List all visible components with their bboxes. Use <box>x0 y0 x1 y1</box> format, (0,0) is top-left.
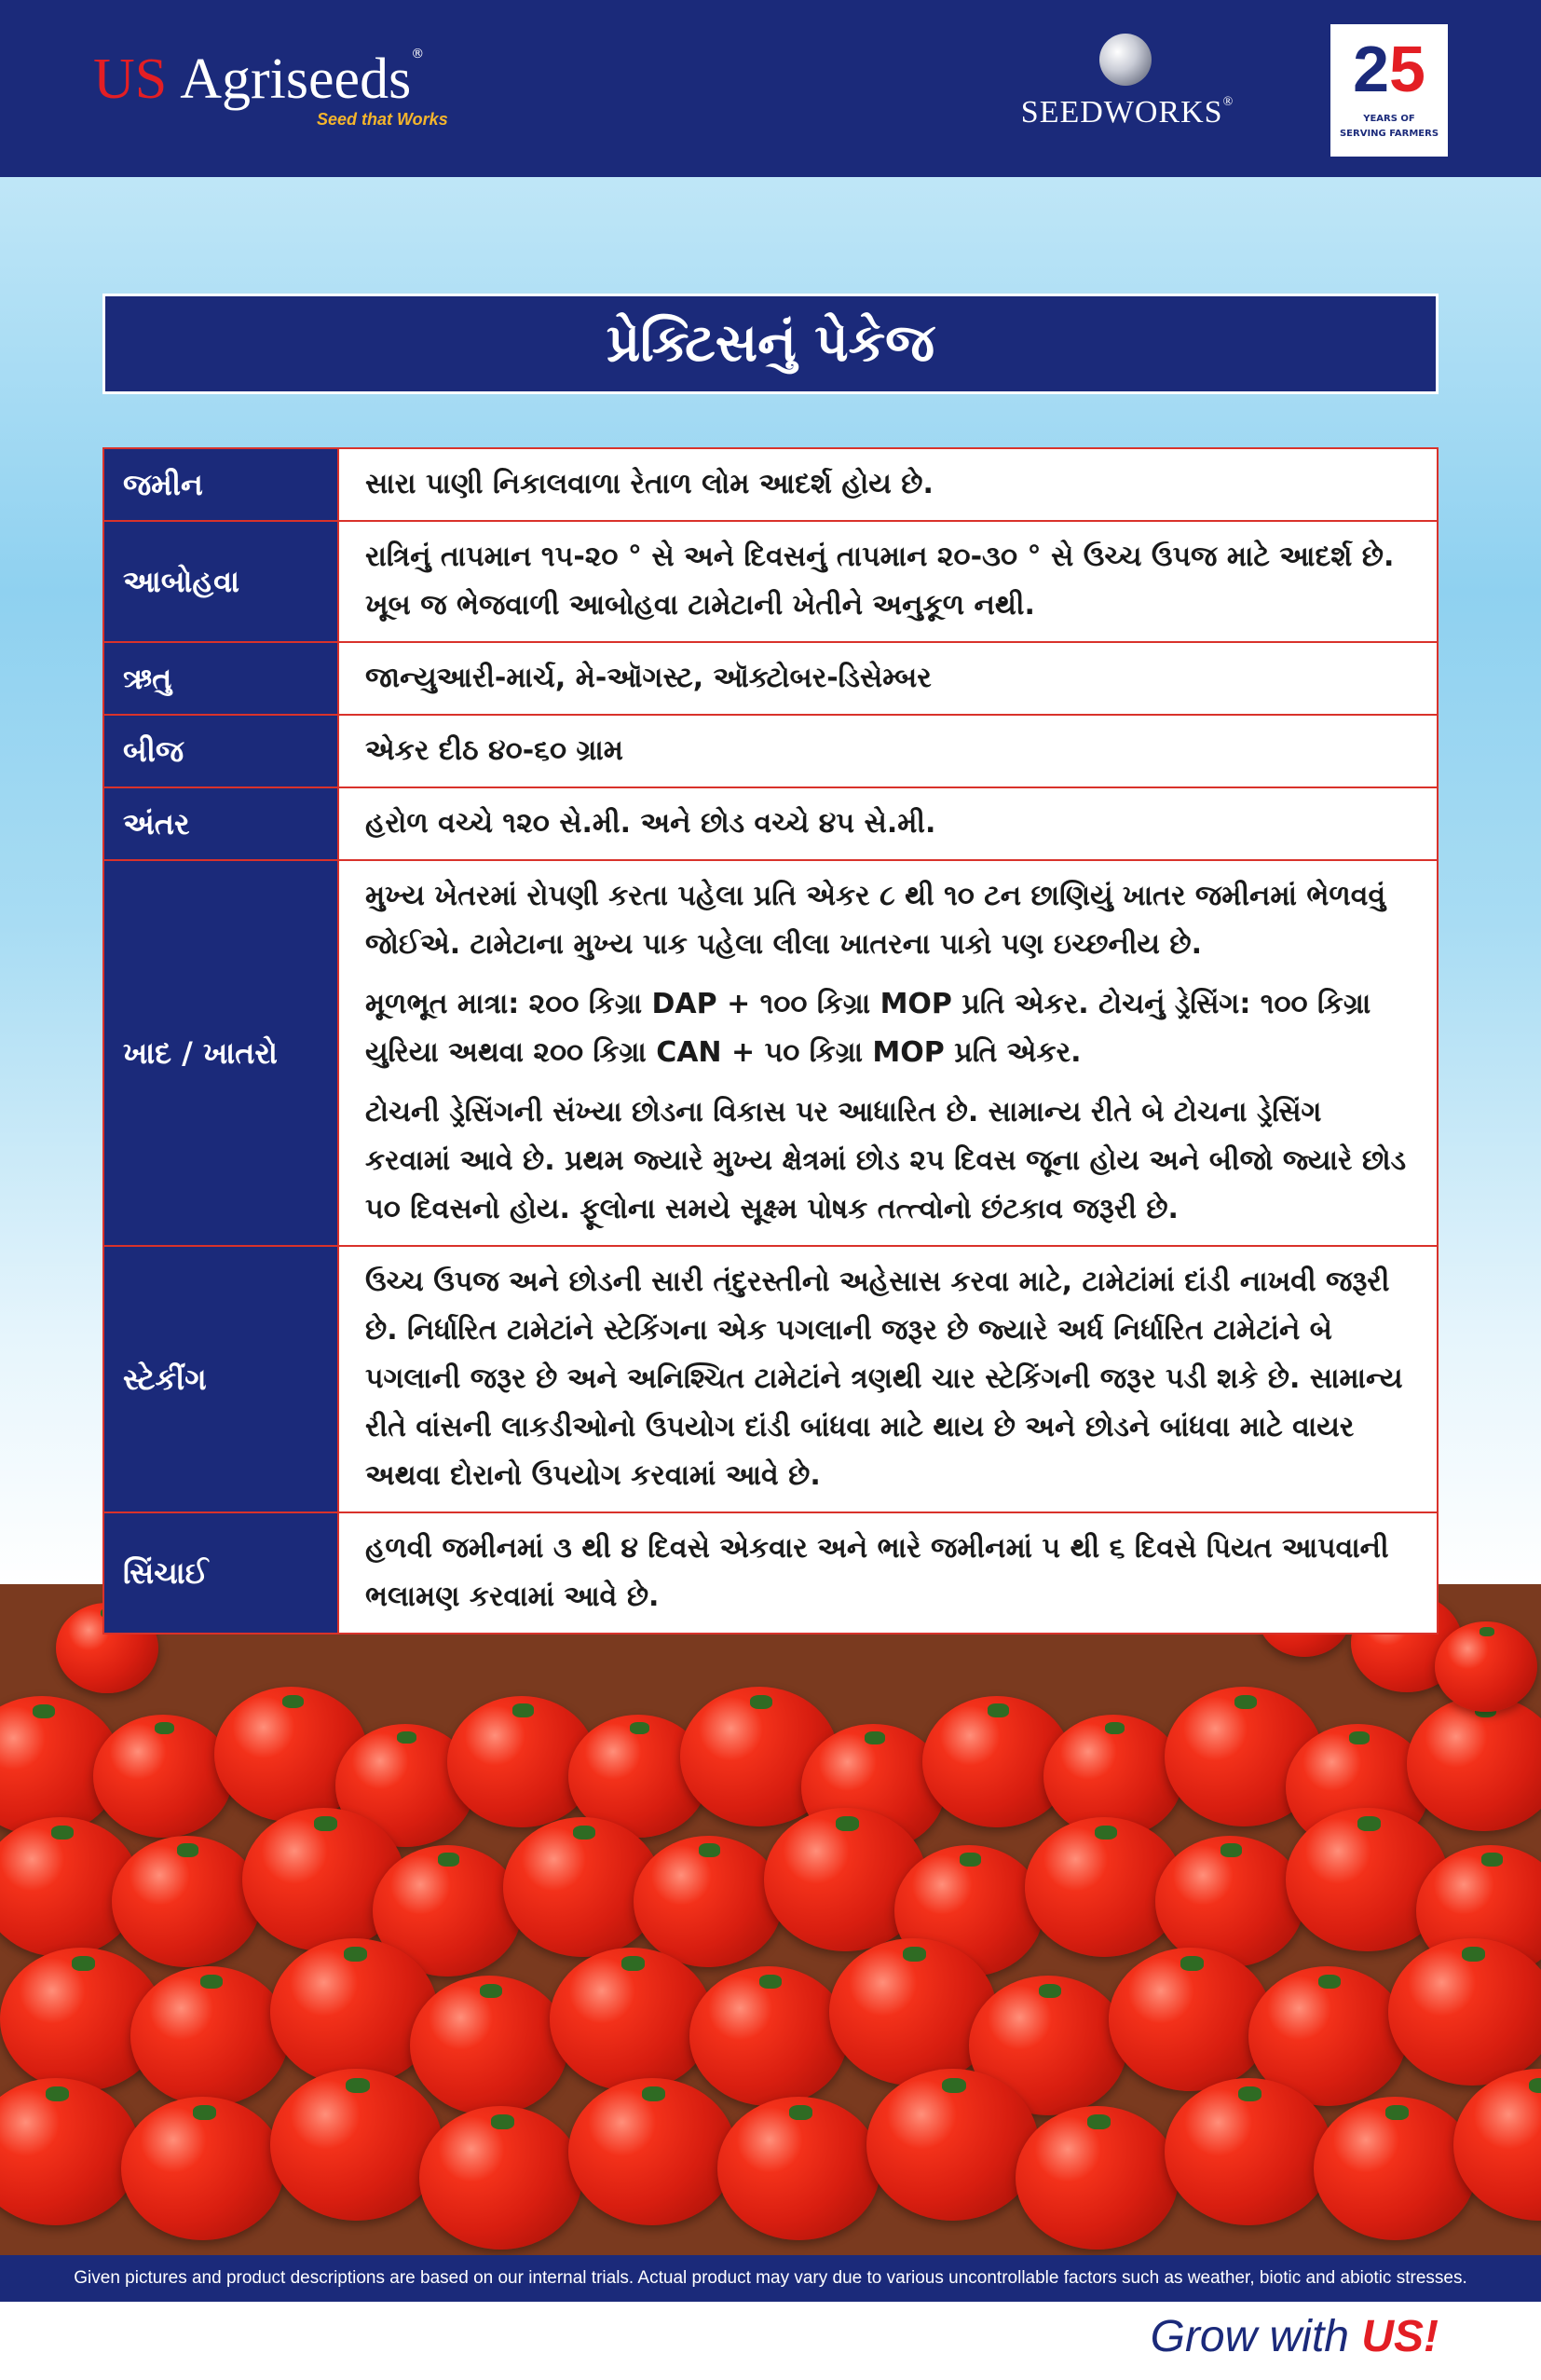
row-paragraph: મૂળભૂત માત્રા: ૨૦૦ કિગ્રા DAP + ૧૦૦ કિગ્રા MOP પ્રતિ એકર. ટોચનું ડ્રેસિંગ: ૧૦૦ કિગ્રા યુરિયા અથવા ૨૦૦ કિગ્રા CAN + ૫૦ કિગ્રા MOP પ્રતિ એકર. <box>365 988 1371 1069</box>
disclaimer-bar <box>0 2255 1541 2302</box>
us-agriseeds-logo <box>93 47 448 129</box>
row-label: સિંચાઈ <box>104 1513 339 1633</box>
brand-registered-mark: ® <box>411 47 425 62</box>
tomato <box>568 2078 736 2225</box>
partner-registered-mark: ® <box>1222 95 1234 109</box>
seedworks-logo <box>1006 34 1248 145</box>
badge-number-second: 5 <box>1389 33 1425 105</box>
row-label: આબોહવા <box>104 522 339 641</box>
seedworks-wordmark <box>1006 95 1248 130</box>
row-paragraph: ઉચ્ચ ઉપજ અને છોડની સારી તંદુરસ્તીનો અહેસાસ કરવા માટે, ટામેટાંમાં દાંડી નાખવી જરૂરી છે. નિર્ધારિત ટામેટાંને સ્ટેકિંગના એક પગલાની જરૂર છે જ્યારે અર્ધ નિર્ધારિત ટામેટાંને બે પગલાની જરૂર છે અને અનિશ્ચિત ટામેટાંને ત્રણથી ચાર સ્ટેકિંગની જરૂર પડી શકે છે. સામાન્ય રીતે વાંસની લાકડીઓનો ઉપયોગ દાંડી બાંધવા માટે થાય છે અને છોડને બાંધવા માટે વાયર અથવા દોરાનો ઉપયોગ કરવામાં આવે છે. <box>365 1265 1403 1492</box>
table-row <box>104 786 1437 859</box>
table-row <box>104 714 1437 786</box>
table-row <box>104 1511 1437 1633</box>
row-paragraph: સારા પાણી નિકાલવાળા રેતાળ લોમ આદર્શ હોય છે. <box>365 468 934 500</box>
row-content <box>339 1247 1437 1511</box>
tomato <box>410 1976 568 2115</box>
row-label: બીજ <box>104 716 339 786</box>
row-content <box>339 522 1437 641</box>
tomato <box>419 2106 582 2250</box>
brand-name: Agriseeds <box>180 48 412 111</box>
row-label: જમીન <box>104 449 339 520</box>
row-paragraph: મુખ્ય ખેતરમાં રોપણી કરતા પહેલા પ્રતિ એકર ૮ થી ૧૦ ટન છાણિયું ખાતર જમીનમાં ભેળવવું જોઈએ. ટામેટાના મુખ્ય પાક પહેલા લીલા ખાતરના પાકો પણ ઇચ્છનીય છે. <box>365 880 1386 961</box>
tomato <box>1165 2078 1332 2225</box>
partner-name: SEEDWORKS <box>1020 95 1223 130</box>
table-row <box>104 1245 1437 1511</box>
page-title: પ્રેક્ટિસનું પેકેજ <box>606 313 935 374</box>
tomato <box>634 1836 783 1967</box>
row-paragraph: હળવી જમીનમાં ૩ થી ૪ દિવસે એકવાર અને ભારે જમીનમાં ૫ થી ૬ દિવસે પિયત આપવાની ભલામણ કરવામાં આવે છે. <box>365 1532 1389 1613</box>
table-row <box>104 449 1437 520</box>
tomato <box>1016 2106 1179 2250</box>
slogan <box>1151 2311 1439 2362</box>
row-content <box>339 1513 1437 1633</box>
tomato <box>1407 1696 1541 1831</box>
slogan-prefix: Grow with <box>1150 2312 1362 2361</box>
tomato <box>112 1836 261 1967</box>
header-bar <box>0 0 1541 177</box>
practice-table <box>102 447 1439 1635</box>
row-content <box>339 643 1437 714</box>
seedworks-emblem-icon <box>1099 34 1152 86</box>
row-label: અંતર <box>104 788 339 859</box>
tomato <box>270 2069 443 2221</box>
badge-years-text: YEARS OF <box>1363 114 1415 124</box>
row-content <box>339 788 1437 859</box>
tomato <box>550 1948 713 2091</box>
row-paragraph: એકર દીઠ ૪૦-૬૦ ગ્રામ <box>365 734 623 767</box>
tomato <box>866 2069 1039 2221</box>
brand-prefix: US <box>93 48 168 111</box>
row-content <box>339 716 1437 786</box>
row-label: ખાદ / ખાતરો <box>104 861 339 1245</box>
tomato <box>1314 2097 1477 2240</box>
badge-serving-text: SERVING FARMERS <box>1339 129 1439 139</box>
badge-number <box>1330 32 1448 106</box>
table-row <box>104 520 1437 641</box>
tomato <box>93 1715 233 1838</box>
row-paragraph: ટોચની ડ્રેસિંગની સંખ્યા છોડના વિકાસ પર આધારિત છે. સામાન્ય રીતે બે ટોચના ડ્રેસિંગ કરવામાં આવે છે. પ્રથમ જ્યારે મુખ્ય ક્ષેત્રમાં છોડ ૨૫ દિવસ જૂના હોય અને બીજો જ્યારે છોડ ૫૦ દિવસનો હોય. ફૂલોના સમયે સૂક્ષ્મ પોષક તત્ત્વોનો છંટકાવ જરૂરી છે. <box>365 1096 1407 1225</box>
badge-number-first: 2 <box>1353 33 1389 105</box>
row-paragraph: રાત્રિનું તાપમાન ૧૫-૨૦ ° સે અને દિવસનું તાપમાન ૨૦-૩૦ ° સે ઉચ્ચ ઉપજ માટે આદર્શ છે. ખૂબ જ ભેજવાળી આબોહવા ટામેટાની ખેતીને અનુકૂળ નથી. <box>365 540 1395 622</box>
slogan-suffix: ! <box>1424 2312 1439 2361</box>
tomato <box>121 2097 284 2240</box>
row-label: ઋતુ <box>104 643 339 714</box>
table-row <box>104 859 1437 1245</box>
brand-tagline: Seed that Works <box>317 110 448 129</box>
title-bar <box>102 294 1439 394</box>
tomato <box>1435 1621 1537 1712</box>
row-paragraph: હરોળ વચ્ચે ૧૨૦ સે.મી. અને છોડ વચ્ચે ૪૫ સે.મી. <box>365 807 936 840</box>
table-row <box>104 641 1437 714</box>
row-content <box>339 449 1437 520</box>
disclaimer-text: Given pictures and product descriptions are based on our internal trials. Actual product may vary due to various uncontrollable factors such as weather, biotic and abiotic stresses. <box>74 2268 1467 2288</box>
anniversary-badge <box>1330 24 1448 157</box>
tomato <box>0 2078 140 2225</box>
row-label: સ્ટેકીંગ <box>104 1247 339 1511</box>
tomato <box>1388 1938 1541 2086</box>
tomato <box>130 1966 289 2106</box>
tomato <box>717 2097 880 2240</box>
slogan-highlight: US <box>1361 2312 1425 2361</box>
row-paragraph: જાન્યુઆરી-માર્ચ, મે-ઑગસ્ટ, ઑક્ટોબર-ડિસેમ્બર <box>365 662 932 694</box>
row-content <box>339 861 1437 1245</box>
tomato <box>689 1966 848 2106</box>
tomato <box>1109 1948 1272 2091</box>
footer <box>0 2302 1541 2380</box>
tomato-field-image <box>0 1584 1541 2255</box>
